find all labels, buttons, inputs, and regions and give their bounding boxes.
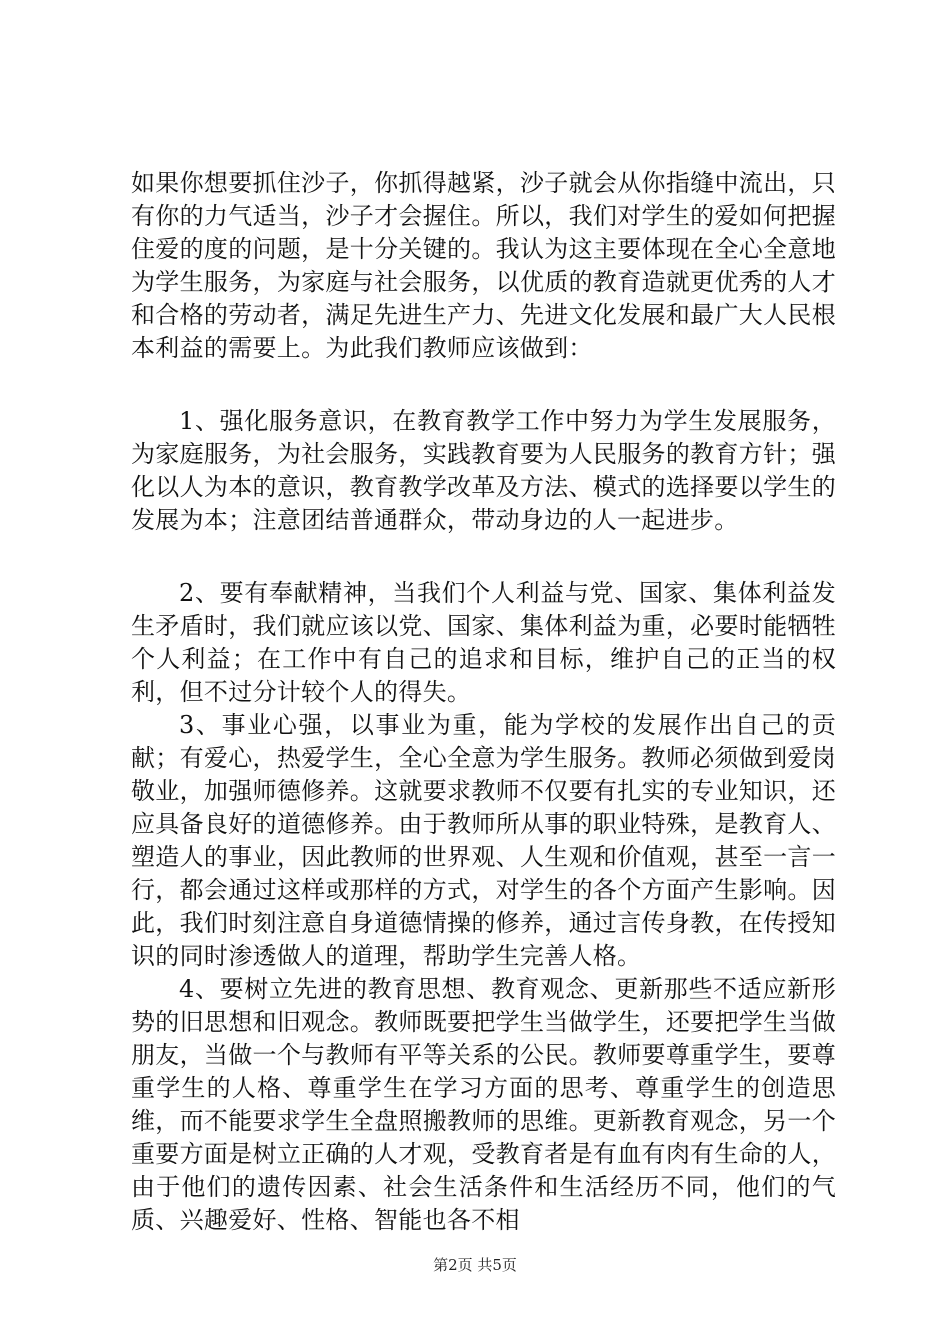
paragraph-item-4: 4、要树立先进的教育思想、教育观念、更新那些不适应新形势的旧思想和旧观念。教师既要把学生当做学生，还要把学生当做朋友，当做一个与教师有平等关系的公民。教师要尊重学生，要尊重学生的人格、尊重学生在学习方面的思考、尊重学生的创造思维，而不能要求学生全盘照搬教师的思维。更新教育观念，另一个重要方面是树立正确的人才观，受教育者是有血有肉有生命的人，由于他们的遗传因素、社会生活条件和生活经历不同，他们的气质、兴趣爱好、性格、智能也各不相 [131, 975, 836, 1234]
paragraph-item-3: 3、事业心强，以事业为重，能为学校的发展作出自己的贡献；有爱心，热爱学生，全心全意为学生服务。教师必须做到爱岗敬业，加强师德修养。这就要求教师不仅要有扎实的专业知识，还应具备良好的道德修养。由于教师所从事的职业特殊，是教育人、塑造人的事业，因此教师的世界观、人生观和价值观，甚至一言一行，都会通过这样或那样的方式，对学生的各个方面产生影响。因此，我们时刻注意自身道德情操的修养，通过言传身教，在传授知识的同时渗透做人的道理，帮助学生完善人格。 [131, 711, 836, 970]
paragraph-item-2: 2、要有奉献精神，当我们个人利益与党、国家、集体利益发生矛盾时，我们就应该以党、国家、集体利益为重，必要时能牺牲个人利益；在工作中有自己的追求和目标，维护自己的正当的权利，但不过分计较个人的得失。 [131, 579, 836, 706]
document-body [131, 167, 836, 1237]
paragraph-item-1: 1、强化服务意识，在教育教学工作中努力为学生发展服务，为家庭服务，为社会服务，实践教育要为人民服务的教育方针；强化以人为本的意识，教育教学改革及方法、模式的选择要以学生的发展为本；注意团结普通群众，带动身边的人一起进步。 [131, 407, 836, 534]
paragraph-intro: 如果你想要抓住沙子，你抓得越紧，沙子就会从你指缝中流出，只有你的力气适当，沙子才会握住。所以，我们对学生的爱如何把握住爱的度的问题，是十分关键的。我认为这主要体现在全心全意地为学生服务，为家庭与社会服务，以优质的教育造就更优秀的人才和合格的劳动者，满足先进生产力、先进文化发展和最广大人民根本利益的需要上。为此我们教师应该做到： [131, 169, 836, 362]
page-footer: 第2页 共5页 [433, 1256, 517, 1274]
